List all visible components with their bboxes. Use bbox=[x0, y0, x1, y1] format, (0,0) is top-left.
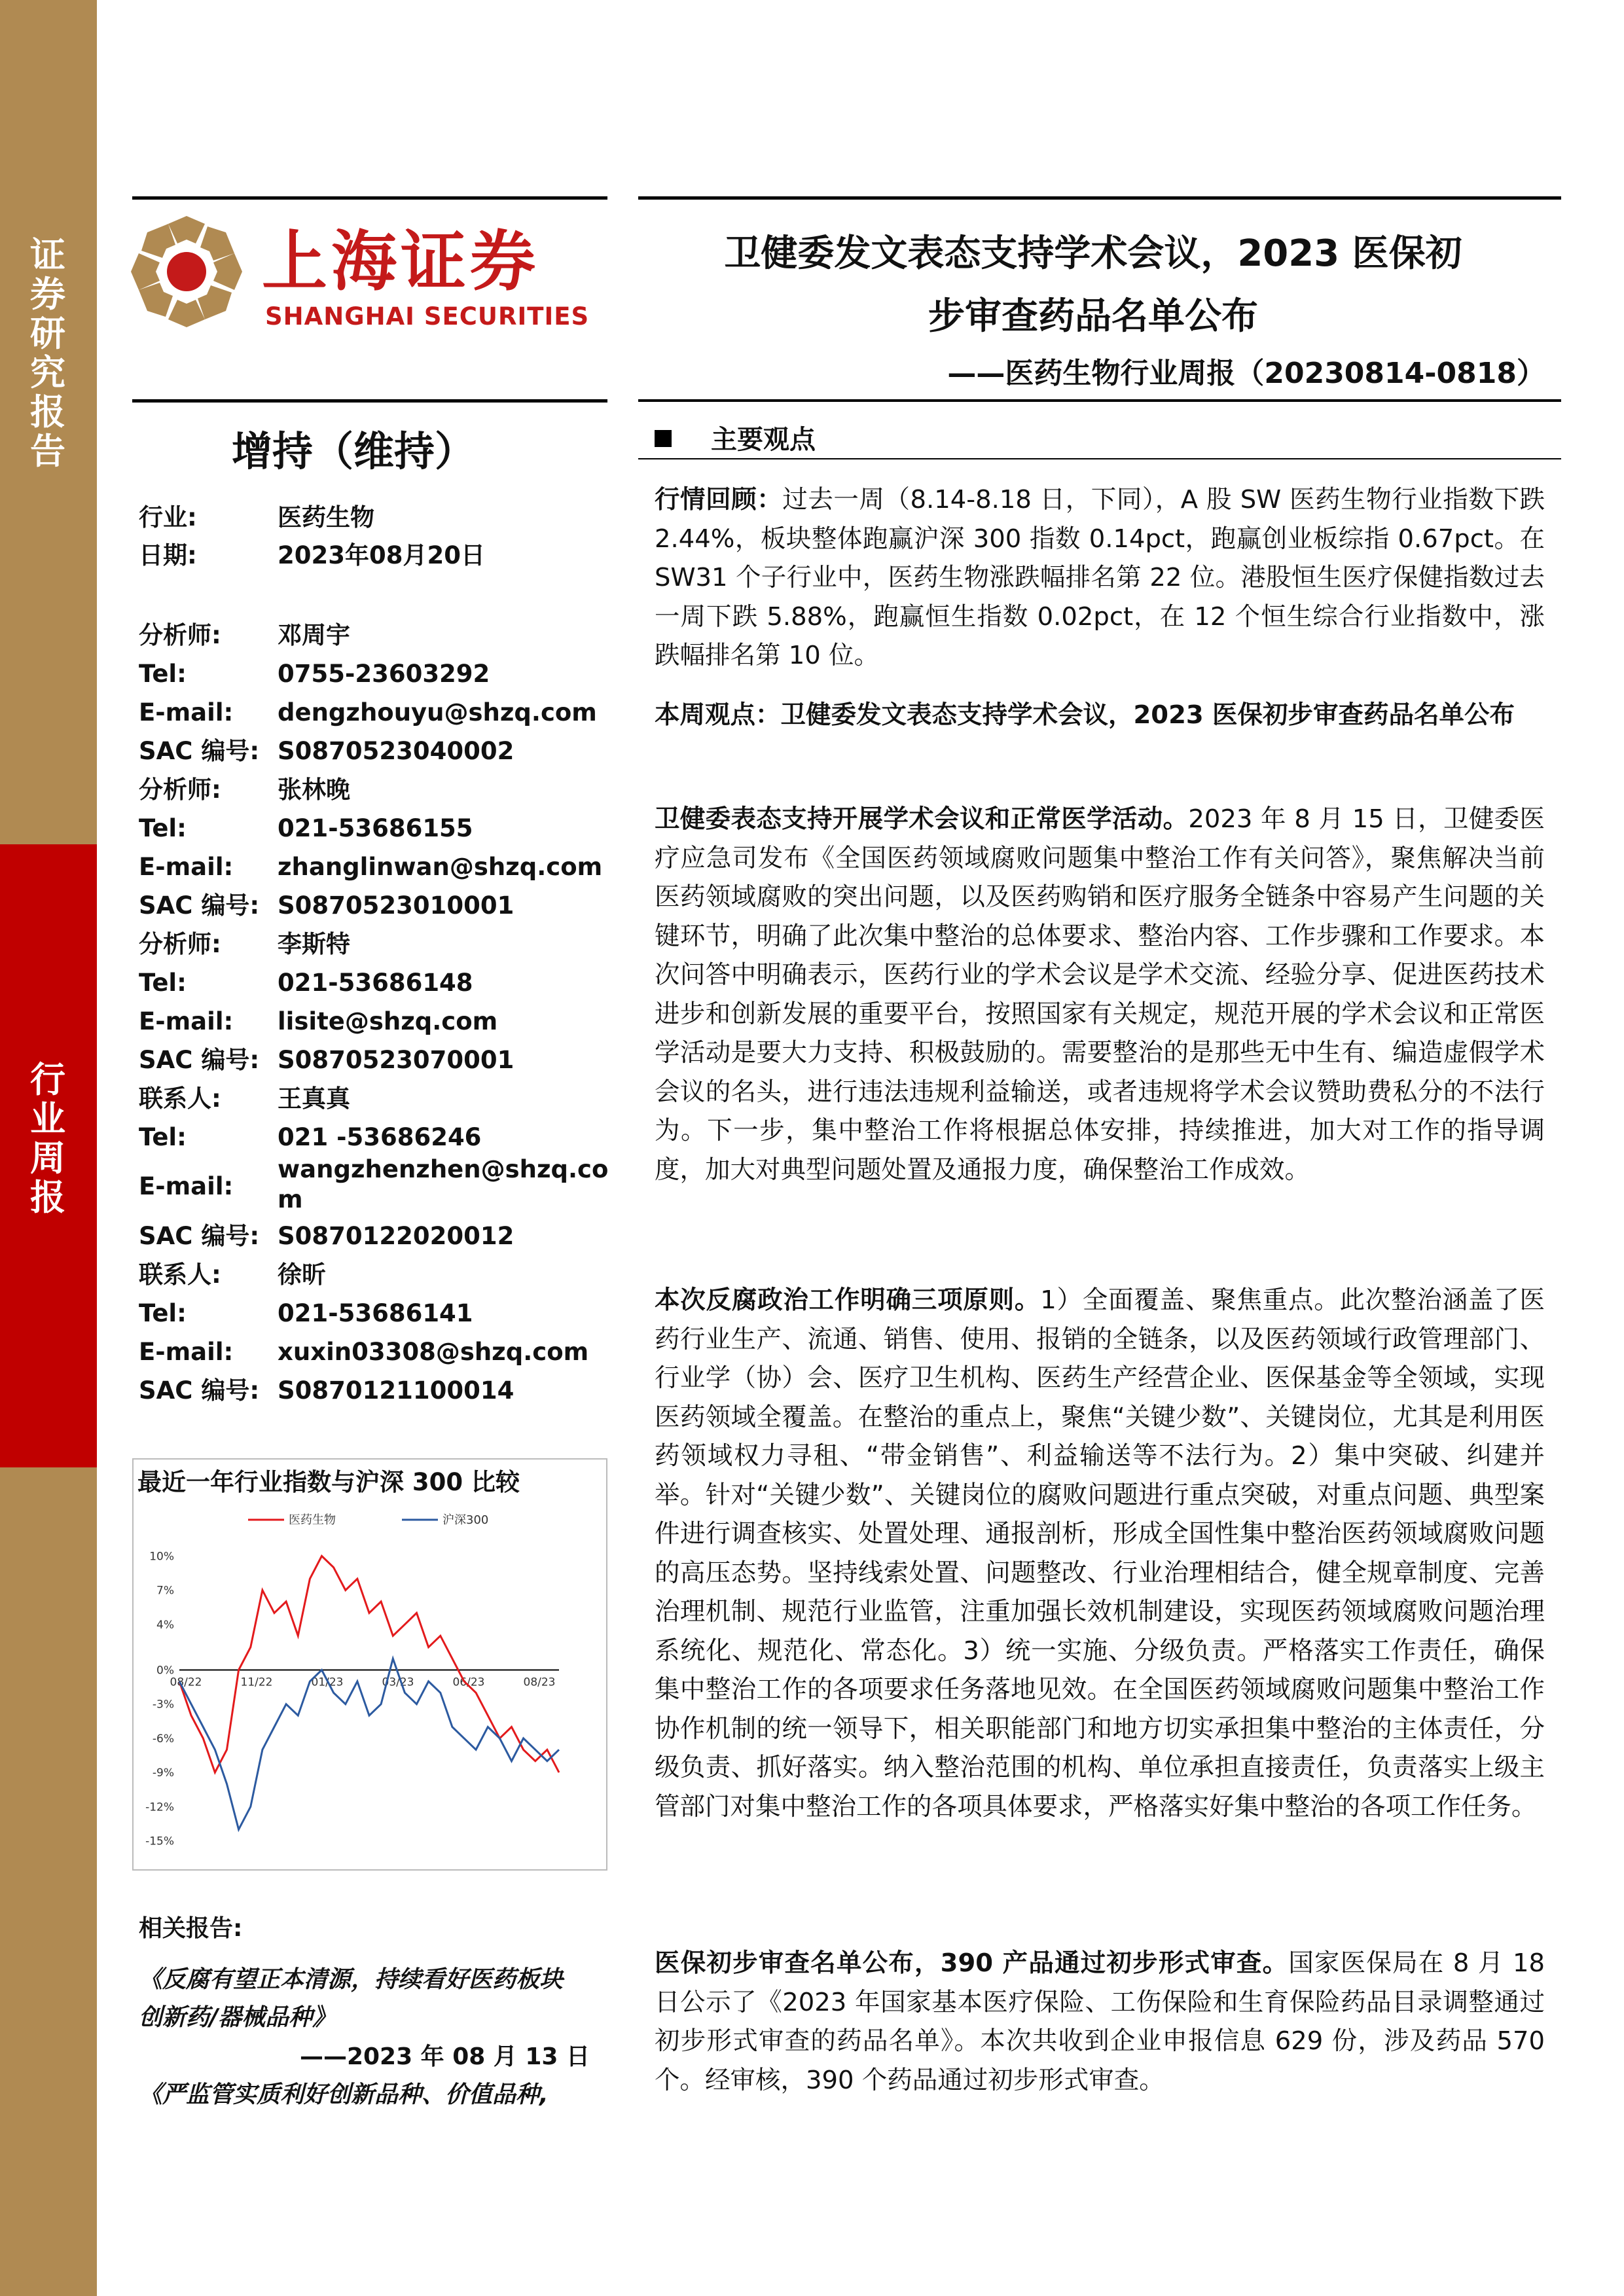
sac-label: SAC 编号: bbox=[139, 737, 260, 765]
date-label: 日期: bbox=[139, 541, 197, 569]
contact-name: 徐昕 bbox=[278, 1261, 326, 1289]
x-tick-label: 01/23 bbox=[311, 1676, 344, 1689]
nhsa-paragraph bbox=[655, 1944, 1545, 2100]
market-review-lead: 行情回顾： bbox=[655, 485, 783, 514]
market-review-body: 过去一周（8.14-8.18 日，下同），A 股 SW 医药生物行业指数下跌 2.44%，板块整体跑赢沪深 300 指数 0.14pct，跑赢创业板综指 0.67pct。在 SW31 个子行业中，医药生物涨跌幅排名第 22 位。港股恒生医疗保健指数过去一周下跌 5.88%，跑赢恒生指数 0.02pct，在 12 个恒生综合行业指数中，涨跌幅排名第 10 位。 bbox=[655, 485, 1545, 670]
contact-tel: 0755-23603292 bbox=[278, 660, 490, 688]
contact-tel: 021-53686141 bbox=[278, 1299, 473, 1327]
y-tick-label: -12% bbox=[145, 1801, 174, 1814]
email-label: E-mail: bbox=[139, 698, 234, 726]
y-tick-label: 0% bbox=[156, 1664, 174, 1677]
report-category-label: 行业周报 bbox=[30, 1059, 65, 1218]
x-tick-label: 06/23 bbox=[452, 1676, 485, 1689]
legend-label: 医药生物 bbox=[289, 1513, 336, 1527]
nhc-lead: 卫健委表态支持开展学术会议和正常医学活动。 bbox=[655, 804, 1189, 834]
contact-sac: S0870523070001 bbox=[278, 1046, 514, 1074]
weekly-view-lead: 本周观点：卫健委发文表态支持学术会议，2023 医保初步审查药品名单公布 bbox=[655, 700, 1515, 730]
sac-label: SAC 编号: bbox=[139, 1046, 260, 1074]
sac-label: SAC 编号: bbox=[139, 891, 260, 920]
chart-title: 最近一年行业指数与沪深 300 比较 bbox=[137, 1468, 520, 1496]
contact-tel: 021-53686148 bbox=[278, 969, 473, 997]
contact-sac: S0870523010001 bbox=[278, 891, 514, 920]
contact-role: 分析师: bbox=[139, 776, 221, 804]
top-rule-left bbox=[132, 196, 607, 200]
industry-label: 行业: bbox=[139, 503, 197, 531]
y-tick-label: -9% bbox=[152, 1767, 174, 1780]
report-type-label: 证券研究报告 bbox=[30, 234, 65, 472]
tel-label: Tel: bbox=[139, 969, 187, 997]
brand-name-cn: 上海证券 bbox=[262, 223, 539, 300]
contact-tel: 021-53686155 bbox=[278, 814, 473, 842]
series-line bbox=[179, 1556, 559, 1772]
contact-name: 李斯特 bbox=[278, 930, 350, 958]
contact-role: 分析师: bbox=[139, 621, 221, 649]
related-report-title[interactable]: 《严监管实质利好创新品种、价值品种, bbox=[139, 2081, 549, 2108]
x-tick-label: 08/22 bbox=[170, 1676, 202, 1689]
contact-sac: S0870122020012 bbox=[278, 1222, 514, 1250]
y-tick-label: -6% bbox=[152, 1732, 174, 1746]
contact-email[interactable]: lisite@shzq.com bbox=[278, 1007, 498, 1035]
brand-name-en: SHANGHAI SECURITIES bbox=[265, 302, 590, 331]
contact-tel: 021 -53686246 bbox=[278, 1123, 482, 1151]
principles-body: 1）全面覆盖、聚焦重点。此次整治涵盖了医药行业生产、流通、销售、使用、报销的全链条，以及医药领域行政管理部门、行业学（协）会、医疗卫生机构、医药生产经营企业、医保基金等全领域，实现医药领域全覆盖。在整治的重点上，聚焦“关键少数”、关键岗位，尤其是利用医药领域权力寻租、“带金销售”、利益输送等不法行为。2）集中突破、纠建并举。针对“关键少数”、关键岗位的腐败问题进行重点突破，对重点问题、典型案件进行调查核实、处置处理、通报剖析，形成全国性集中整治医药领域腐败问题的高压态势。坚持线索处置、问题整改、行业治理相结合，健全规章制度、完善治理机制、规范行业监管，注重加强长效机制建设，实现医药领域腐败问题治理系统化、规范化、常态化。3）统一实施、分级负责。严格落实工作责任，确保集中整治工作的各项要求任务落地见效。在全国医药领域腐败问题集中整治工作协作机制的统一领导下，相关职能部门和地方切实承担集中整治的主体责任，分级负责、抓好落实。纳入整治范围的机构、单位承担直接责任，负责落实上级主管部门对集中整治工作的各项具体要求，严格落实好集中整治的各项工作任务。 bbox=[655, 1285, 1545, 1821]
shanghai-securities-logo-icon bbox=[131, 216, 242, 327]
tel-label: Tel: bbox=[139, 814, 187, 842]
nhsa-body: 国家医保局在 8 月 18 日公示了《2023 年国家基本医疗保险、工伤保险和生育保险药品目录调整通过初步形式审查的药品名单》。本次共收到企业申报信息 629 份，涉及药品 570 个。经审核，390 个药品通过初步形式审查。 bbox=[655, 1948, 1545, 2095]
contact-sac: S0870523040002 bbox=[278, 737, 514, 765]
principles-paragraph bbox=[655, 1281, 1545, 1826]
rating: 增持（维持） bbox=[231, 427, 475, 475]
market-review-paragraph bbox=[655, 480, 1545, 675]
contact-name: 邓周宇 bbox=[278, 621, 350, 649]
index-comparison-chart bbox=[134, 1505, 606, 1865]
email-label: E-mail: bbox=[139, 1172, 234, 1200]
tel-label: Tel: bbox=[139, 660, 187, 688]
y-tick-label: -3% bbox=[152, 1698, 174, 1712]
report-subtitle: ——医药生物行业周报（20230814-0818） bbox=[947, 357, 1545, 390]
contact-email-cont[interactable]: m bbox=[278, 1185, 303, 1213]
principles-lead: 本次反腐政治工作明确三项原则。 bbox=[655, 1285, 1041, 1315]
tel-label: Tel: bbox=[139, 1123, 187, 1151]
header-rule-right bbox=[638, 399, 1561, 402]
nhsa-lead: 医保初步审查名单公布，390 产品通过初步形式审查。 bbox=[655, 1948, 1289, 1978]
x-tick-label: 03/23 bbox=[382, 1676, 414, 1689]
industry-value: 医药生物 bbox=[278, 503, 374, 531]
email-label: E-mail: bbox=[139, 1007, 234, 1035]
contact-email[interactable]: dengzhouyu@shzq.com bbox=[278, 698, 597, 726]
y-tick-label: -15% bbox=[145, 1835, 174, 1848]
contact-name: 张林晚 bbox=[278, 776, 350, 804]
sac-label: SAC 编号: bbox=[139, 1376, 260, 1405]
email-label: E-mail: bbox=[139, 1338, 234, 1366]
header-rule-left bbox=[132, 399, 607, 403]
report-title bbox=[641, 223, 1545, 348]
related-report-date: ——2023 年 08 月 13 日 bbox=[299, 2043, 590, 2070]
nhc-paragraph bbox=[655, 800, 1545, 1189]
weekly-view-paragraph bbox=[655, 696, 1545, 735]
y-tick-label: 10% bbox=[149, 1550, 174, 1564]
related-report-title[interactable]: 《反腐有望正本清源，持续看好医药板块 bbox=[139, 1966, 564, 1993]
contact-role: 联系人: bbox=[139, 1261, 221, 1289]
date-value: 2023年08月20日 bbox=[278, 541, 485, 569]
contact-role: 分析师: bbox=[139, 930, 221, 958]
tel-label: Tel: bbox=[139, 1299, 187, 1327]
contact-role: 联系人: bbox=[139, 1085, 221, 1113]
section-heading bbox=[655, 419, 816, 456]
x-tick-label: 11/22 bbox=[240, 1676, 273, 1689]
related-reports-heading: 相关报告: bbox=[139, 1915, 243, 1942]
title-line-2: 步审查药品名单公布 bbox=[928, 295, 1258, 338]
nhc-body: 2023 年 8 月 15 日，卫健委医疗应急司发布《全国医药领域腐败问题集中整治工作有关问答》，聚焦解决当前医药领域腐败的突出问题，以及医药购销和医疗服务全链条中容易产生问题的关键环节，明确了此次集中整治的总体要求、整治内容、工作步骤和工作要求。本次问答中明确表示，医药行业的学术会议是学术交流、经验分享、促进医药技术进步和创新发展的重要平台，按照国家有关规定，规范开展的学术会议和正常医学活动是要大力支持、积极鼓励的。需要整治的是那些无中生有、编造虚假学术会议的名头，进行违法违规利益输送，或者违规将学术会议赞助费私分的不法行为。下一步，集中整治工作将根据总体安排，持续推进，加大对工作的指导调度，加大对典型问题处置及通报力度，确保整治工作成效。 bbox=[655, 804, 1545, 1185]
title-line-1: 卫健委发文表态支持学术会议，2023 医保初 bbox=[724, 232, 1462, 275]
section-rule bbox=[638, 458, 1561, 459]
x-tick-label: 08/23 bbox=[523, 1676, 556, 1689]
contact-email[interactable]: zhanglinwan@shzq.com bbox=[278, 853, 603, 881]
contact-sac: S0870121100014 bbox=[278, 1376, 514, 1405]
y-tick-label: 7% bbox=[156, 1584, 174, 1598]
sac-label: SAC 编号: bbox=[139, 1222, 260, 1250]
legend-label: 沪深300 bbox=[442, 1513, 489, 1527]
contact-name: 王真真 bbox=[278, 1085, 350, 1113]
contact-email[interactable]: wangzhenzhen@shzq.co bbox=[278, 1155, 609, 1183]
related-report-title-cont[interactable]: 创新药/器械品种》 bbox=[139, 2004, 336, 2031]
top-rule-right bbox=[638, 196, 1561, 200]
section-heading-text: 主要观点 bbox=[711, 425, 816, 455]
email-label: E-mail: bbox=[139, 853, 234, 881]
contact-email[interactable]: xuxin03308@shzq.com bbox=[278, 1338, 589, 1366]
y-tick-label: 4% bbox=[156, 1618, 174, 1632]
square-bullet-icon bbox=[655, 430, 672, 447]
